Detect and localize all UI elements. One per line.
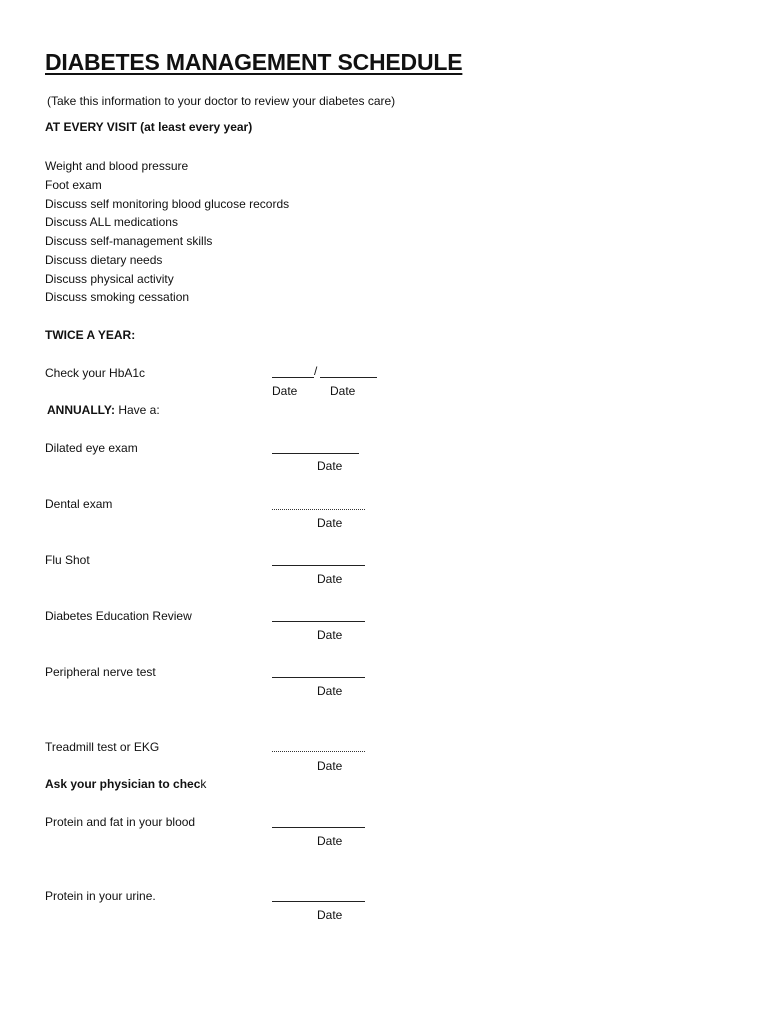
list-item: Discuss physical activity bbox=[45, 272, 174, 286]
date-label: Date bbox=[317, 908, 343, 922]
list-item: Discuss dietary needs bbox=[45, 253, 163, 267]
annual-item-date-line[interactable] bbox=[272, 621, 365, 622]
physician-heading-rest: k bbox=[200, 777, 207, 791]
list-item: Discuss smoking cessation bbox=[45, 290, 190, 304]
date-label: Date bbox=[317, 459, 343, 473]
physician-item-label: Protein in your urine. bbox=[45, 889, 156, 903]
list-item: Weight and blood pressure bbox=[45, 159, 189, 173]
list-item: Discuss ALL medications bbox=[45, 215, 178, 229]
annual-item-date-line[interactable] bbox=[272, 751, 365, 752]
annual-item-label: Flu Shot bbox=[45, 553, 90, 567]
list-item: Discuss self-management skills bbox=[45, 234, 213, 248]
date-separator: / bbox=[314, 364, 318, 378]
page-title: DIABETES MANAGEMENT SCHEDULE bbox=[45, 49, 463, 75]
annually-heading-rest: Have a: bbox=[115, 403, 160, 417]
date-label: Date bbox=[272, 384, 298, 398]
annually-heading bbox=[47, 403, 160, 418]
date-label: Date bbox=[317, 628, 343, 642]
hba1c-date-line-1[interactable] bbox=[272, 377, 314, 378]
annually-heading-bold: ANNUALLY: bbox=[47, 403, 115, 417]
physician-item-date-line[interactable] bbox=[272, 901, 365, 902]
list-item: Discuss self monitoring blood glucose records bbox=[45, 197, 290, 211]
annual-item-date-line[interactable] bbox=[272, 565, 365, 566]
physician-item-date-line[interactable] bbox=[272, 827, 365, 828]
annual-item-label: Treadmill test or EKG bbox=[45, 740, 160, 754]
annual-item-date-line[interactable] bbox=[272, 677, 365, 678]
date-label: Date bbox=[317, 516, 343, 530]
annual-item-label: Dilated eye exam bbox=[45, 441, 138, 455]
date-label: Date bbox=[330, 384, 356, 398]
physician-heading bbox=[45, 777, 206, 792]
every-visit-heading: AT EVERY VISIT (at least every year) bbox=[45, 120, 253, 134]
physician-heading-bold: Ask your physician to chec bbox=[45, 777, 201, 791]
annual-item-date-line[interactable] bbox=[272, 453, 359, 454]
annual-item-label: Dental exam bbox=[45, 497, 113, 511]
hba1c-date-line-2[interactable] bbox=[320, 377, 377, 378]
date-label: Date bbox=[317, 759, 343, 773]
list-item: Foot exam bbox=[45, 178, 102, 192]
annual-item-label: Peripheral nerve test bbox=[45, 665, 156, 679]
date-label: Date bbox=[317, 684, 343, 698]
subtitle: (Take this information to your doctor to review your diabetes care) bbox=[47, 94, 396, 108]
date-label: Date bbox=[317, 572, 343, 586]
date-label: Date bbox=[317, 834, 343, 848]
physician-item-label: Protein and fat in your blood bbox=[45, 815, 196, 829]
annual-item-label: Diabetes Education Review bbox=[45, 609, 192, 623]
twice-a-year-heading: TWICE A YEAR: bbox=[45, 328, 136, 342]
annual-item-date-line[interactable] bbox=[272, 509, 365, 510]
hba1c-label: Check your HbA1c bbox=[45, 366, 146, 380]
